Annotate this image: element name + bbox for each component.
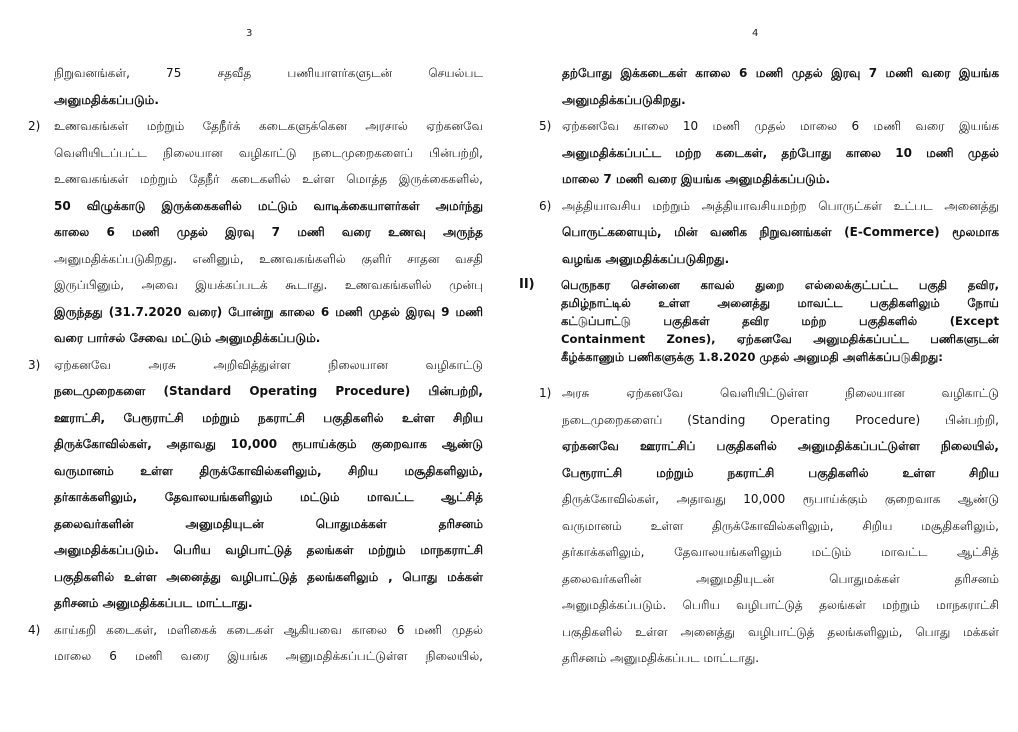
text-line: பேரூராட்சி மற்றும் நகராட்சி பகுதிகளில் உள்ள சிறிய bbox=[562, 465, 999, 480]
text-line: மாலை 6 மணி வரை இயங்க அனுமதிக்கப்பட்டுள்ள நிலையில், bbox=[54, 649, 483, 663]
text-line: நடைமுறைகளைப் (Standing Operating Procedure) பின்பற்றி, bbox=[562, 412, 999, 427]
text-line: கீழ்க்காணும் பணிகளுக்கு 1.8.2020 முதல் அனுமதி அளிக்கப்படுகிறது: bbox=[561, 350, 943, 364]
text-line: பொருட்களையும், மின் வணிக நிறுவனங்கள் (E-Commerce) மூலமாக bbox=[562, 225, 999, 239]
text-line: தர்காக்களிலும், தேவாலயங்களிலும் மட்டும் மாவட்ட ஆட்சித் bbox=[54, 490, 483, 504]
text-line: அனுமதிக்கப்படும். பெரிய வழிபாட்டுத் தலங்கள் மற்றும் மாநகராட்சி bbox=[54, 543, 483, 557]
text-line: மாலை 7 மணி வரை இயங்க அனுமதிக்கப்படும். bbox=[562, 172, 831, 186]
text-line: அத்தியாவசிய மற்றும் அத்தியாவசியமற்ற பொருட்கள் உட்பட அனைத்து bbox=[562, 198, 999, 213]
section-heading bbox=[519, 276, 999, 366]
text-line: காய்கறி கடைகள், மளிகைக் கடைகள் ஆகியவை காலை 6 மணி முதல் bbox=[54, 622, 483, 637]
item-number: 3) bbox=[28, 357, 41, 372]
section-number: II) bbox=[519, 277, 535, 292]
page-number: 4 bbox=[752, 28, 759, 39]
item-number: 2) bbox=[28, 119, 41, 133]
text-line: காலை 6 மணி முதல் இரவு 7 மணி வரை உணவு அருந்த bbox=[54, 225, 483, 239]
text-line: ஏற்கனவே காலை 10 மணி முதல் மாலை 6 மணி வரை இயங்க bbox=[562, 119, 999, 133]
text-line: அனுமதிக்கப்பட்ட மற்ற கடைகள், தற்போது காலை 10 மணி முதல் bbox=[562, 145, 999, 160]
text-line: அனுமதிக்கப்படுகிறது. எனினும், உணவகங்களில் குளிர் சாதன வசதி bbox=[54, 251, 483, 266]
text-line: திருக்கோவில்கள், அதாவது 10,000 ரூபாய்க்கும் குறைவாக ஆண்டு bbox=[54, 437, 483, 451]
text-line: உணவகங்கள் மற்றும் தேநீர்க் கடைகளுக்கென அரசால் ஏற்கனவே bbox=[54, 119, 483, 133]
text-line: இருந்தது (31.7.2020 வரை) போன்று காலை 6 மணி முதல் இரவு 9 மணி bbox=[54, 304, 483, 319]
text-line: நிறுவனங்கள், 75 சதவீத பணியாளர்களுடன் செயல்பட bbox=[54, 66, 483, 80]
page-number: 3 bbox=[246, 28, 253, 39]
item-number: 5) bbox=[539, 119, 552, 133]
item-number: 6) bbox=[539, 198, 552, 213]
text-line: கட்டுப்பாட்டு பகுதிகள் தவிர மற்ற பகுதிகளில் (Except bbox=[561, 314, 999, 328]
text-line: ஏற்கனவே ஊராட்சிப் பகுதிகளில் அனுமதிக்கப்பட்டுள்ள நிலையில், bbox=[562, 439, 999, 453]
list-item bbox=[519, 193, 999, 273]
list-item bbox=[28, 617, 483, 670]
list-item bbox=[519, 113, 999, 193]
text-line: அனுமதிக்கப்படுகிறது. bbox=[562, 92, 686, 107]
text-line: தற்போது இக்கடைகள் காலை 6 மணி முதல் இரவு 7 மணி வரை இயங்க bbox=[562, 66, 999, 80]
text-line: வரை பார்சல் சேவை மட்டும் அனுமதிக்கப்படும். bbox=[54, 331, 321, 345]
text-line: பகுதிகளில் உள்ள அனைத்து வழிபாட்டுத் தலங்களிலும், பொது மக்கள் bbox=[562, 624, 999, 639]
text-line: வருமானம் உள்ள திருக்கோவில்களிலும், சிறிய மசூதிகளிலும், bbox=[562, 518, 999, 533]
item-number: 4) bbox=[28, 622, 41, 637]
text-line: உணவகங்கள் மற்றும் தேநீர் கடைகளில் உள்ள மொத்த இருக்கைகளில், bbox=[54, 172, 483, 186]
text-line: வழங்க அனுமதிக்கப்படுகிறது. bbox=[562, 251, 730, 266]
text-line: தரிசனம் அனுமதிக்கப்பட மாட்டாது. bbox=[562, 651, 760, 665]
text-line: நடைமுறைகளை (Standard Operating Procedure) பின்பற்றி, bbox=[54, 384, 483, 398]
list-item bbox=[28, 352, 483, 617]
lead-paragraph bbox=[28, 60, 483, 113]
text-line: அரசு ஏற்கனவே வெளியிட்டுள்ள நிலையான வழிகாட்டு bbox=[562, 386, 999, 400]
text-line: பகுதிகளில் உள்ள அனைத்து வழிபாட்டுத் தலங்களிலும் , பொது மக்கள் bbox=[54, 569, 483, 584]
document-page-right bbox=[509, 0, 1018, 732]
list-item bbox=[28, 113, 483, 352]
list-item bbox=[519, 380, 999, 672]
text-line: வெளியிடப்பட்ட நிலையான வழிகாட்டு நடைமுறைகளைப் பின்பற்றி, bbox=[54, 145, 483, 160]
text-line: தலைவர்களின் அனுமதியுடன் பொதுமக்கள் தரிசனம் bbox=[562, 571, 999, 586]
item-number: 1) bbox=[539, 386, 552, 400]
text-line: பெருநகர சென்னை காவல் துறை எல்லைக்குட்பட்ட பகுதி தவிர, bbox=[561, 278, 999, 292]
text-line: ஊராட்சி, பேரூராட்சி மற்றும் நகராட்சி பகுதிகளில் உள்ள சிறிய bbox=[54, 410, 483, 425]
text-line: தரிசனம் அனுமதிக்கப்பட மாட்டாது. bbox=[54, 596, 253, 610]
text-line: அனுமதிக்கப்படும். பெரிய வழிபாட்டுத் தலங்கள் மற்றும் மாநகராட்சி bbox=[562, 598, 999, 612]
lead-paragraph bbox=[519, 60, 999, 113]
page-content bbox=[28, 60, 483, 670]
text-line: அனுமதிக்கப்படும். bbox=[54, 92, 159, 107]
text-line: வருமானம் உள்ள திருக்கோவில்களிலும், சிறிய மசூதிகளிலும், bbox=[54, 463, 483, 478]
text-line: 50 விழுக்காடு இருக்கைகளில் மட்டும் வாடிக்கையாளர்கள் அமர்ந்து bbox=[54, 198, 483, 213]
text-line: இருப்பினும், அவை இயக்கப்படக் கூடாது. உணவகங்களில் முன்பு bbox=[54, 278, 483, 292]
text-line: ஏற்கனவே அரசு அறிவித்துள்ள நிலையான வழிகாட்டு bbox=[54, 357, 483, 372]
text-line: தமிழ்நாட்டில் உள்ள அனைத்து மாவட்ட பகுதிகளிலும் நோய் bbox=[561, 296, 999, 310]
page-content bbox=[519, 60, 999, 672]
text-line: திருக்கோவில்கள், அதாவது 10,000 ரூபாய்க்கும் குறைவாக ஆண்டு bbox=[562, 492, 999, 506]
text-line: Containment Zones), ஏற்கனவே அனுமதிக்கப்பட்ட பணிகளுடன் bbox=[561, 332, 999, 346]
text-line: தர்காக்களிலும், தேவாலயங்களிலும் மட்டும் மாவட்ட ஆட்சித் bbox=[562, 545, 999, 559]
text-line: தலைவர்களின் அனுமதியுடன் பொதுமக்கள் தரிசனம் bbox=[54, 516, 483, 531]
